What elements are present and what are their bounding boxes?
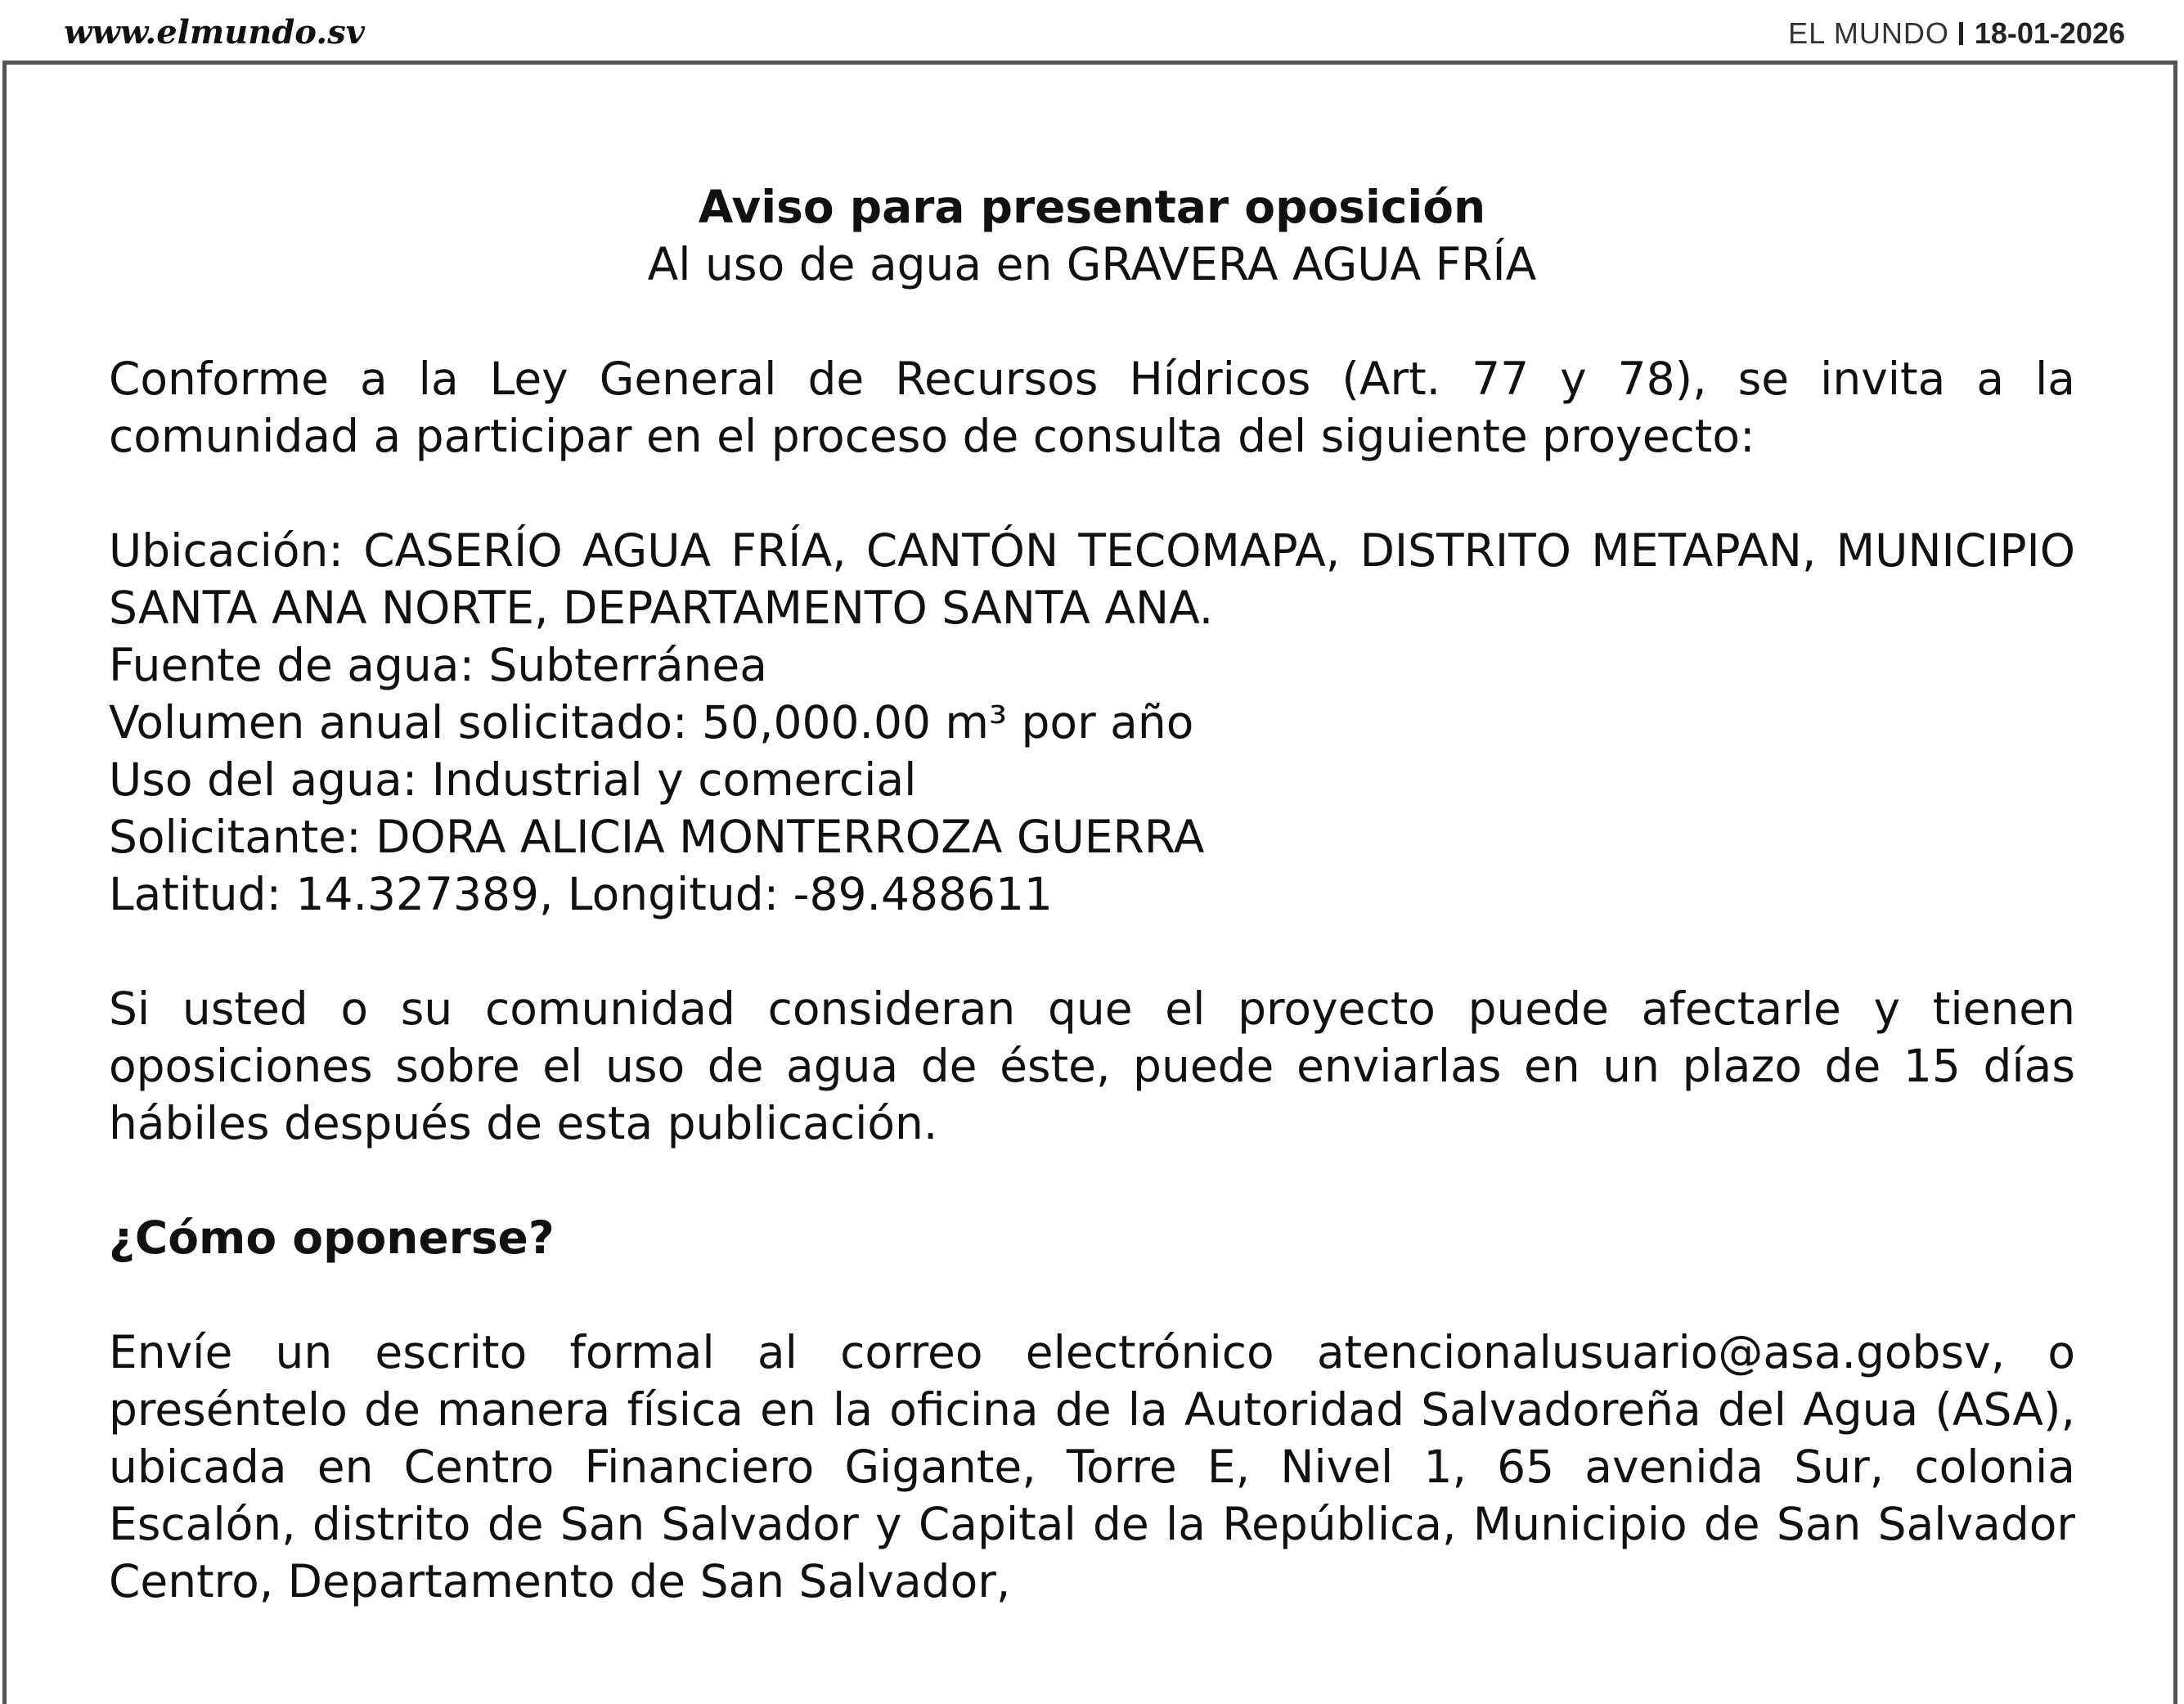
publication-name: EL MUNDO xyxy=(1788,16,1949,50)
notice-subtitle: Al uso de agua en GRAVERA AGUA FRÍA xyxy=(647,238,1537,290)
coordinates-line: Latitud: 14.327389, Longitud: -89.488611 xyxy=(109,868,1053,920)
water-source-line: Fuente de agua: Subterránea xyxy=(109,639,767,691)
spacer xyxy=(109,1152,2075,1209)
spacer xyxy=(109,293,2075,350)
spacer xyxy=(109,465,2075,522)
masthead xyxy=(1788,13,2125,54)
notice-body xyxy=(109,178,2075,1610)
spacer xyxy=(109,923,2075,980)
page-header xyxy=(0,0,2184,62)
location-line: Ubicación: CASERÍO AGUA FRÍA, CANTÓN TECOMAPA, DISTRITO METAPAN, MUNICIPIO SANTA ANA NORTE, DEPARTAMENTO SANTA ANA. xyxy=(109,524,2075,634)
notice-title: Aviso para presentar oposición xyxy=(698,181,1486,233)
how-to-oppose-heading: ¿Cómo oponerse? xyxy=(109,1212,555,1264)
water-use-line: Uso del agua: Industrial y comercial xyxy=(109,753,917,806)
intro-paragraph: Conforme a la Ley General de Recursos Hídricos (Art. 77 y 78), se invita a la comunidad a participar en el proceso de consulta del siguiente proyecto: xyxy=(109,353,2075,462)
publication-date: 18-01-2026 xyxy=(1974,16,2125,50)
annual-volume-line: Volumen anual solicitado: 50,000.00 m³ por año xyxy=(109,696,1194,749)
site-url: www.elmundo.sv xyxy=(64,13,365,52)
applicant-line: Solicitante: DORA ALICIA MONTERROZA GUERRA xyxy=(109,811,1205,863)
opposition-paragraph: Si usted o su comunidad consideran que el proyecto puede afectarle y tienen oposiciones sobre el uso de agua de éste, puede enviarlas en un plazo de 15 días hábiles después de esta publicación. xyxy=(109,982,2075,1149)
masthead-separator xyxy=(1959,22,1963,45)
how-to-oppose-paragraph: Envíe un escrito formal al correo electrónico atencionalusuario@asa.gobsv, o preséntelo de manera física en la oficina de la Autoridad Salvadoreña del Agua (ASA), ubicada en Centro Financiero Gigante, Torre E, Nivel 1, 65 avenida Sur, colonia Escalón, distrito de San Salvador y Capital de la República, Municipio de San Salvador Centro, Departamento de San Salvador, xyxy=(109,1326,2075,1607)
spacer xyxy=(109,1266,2075,1324)
